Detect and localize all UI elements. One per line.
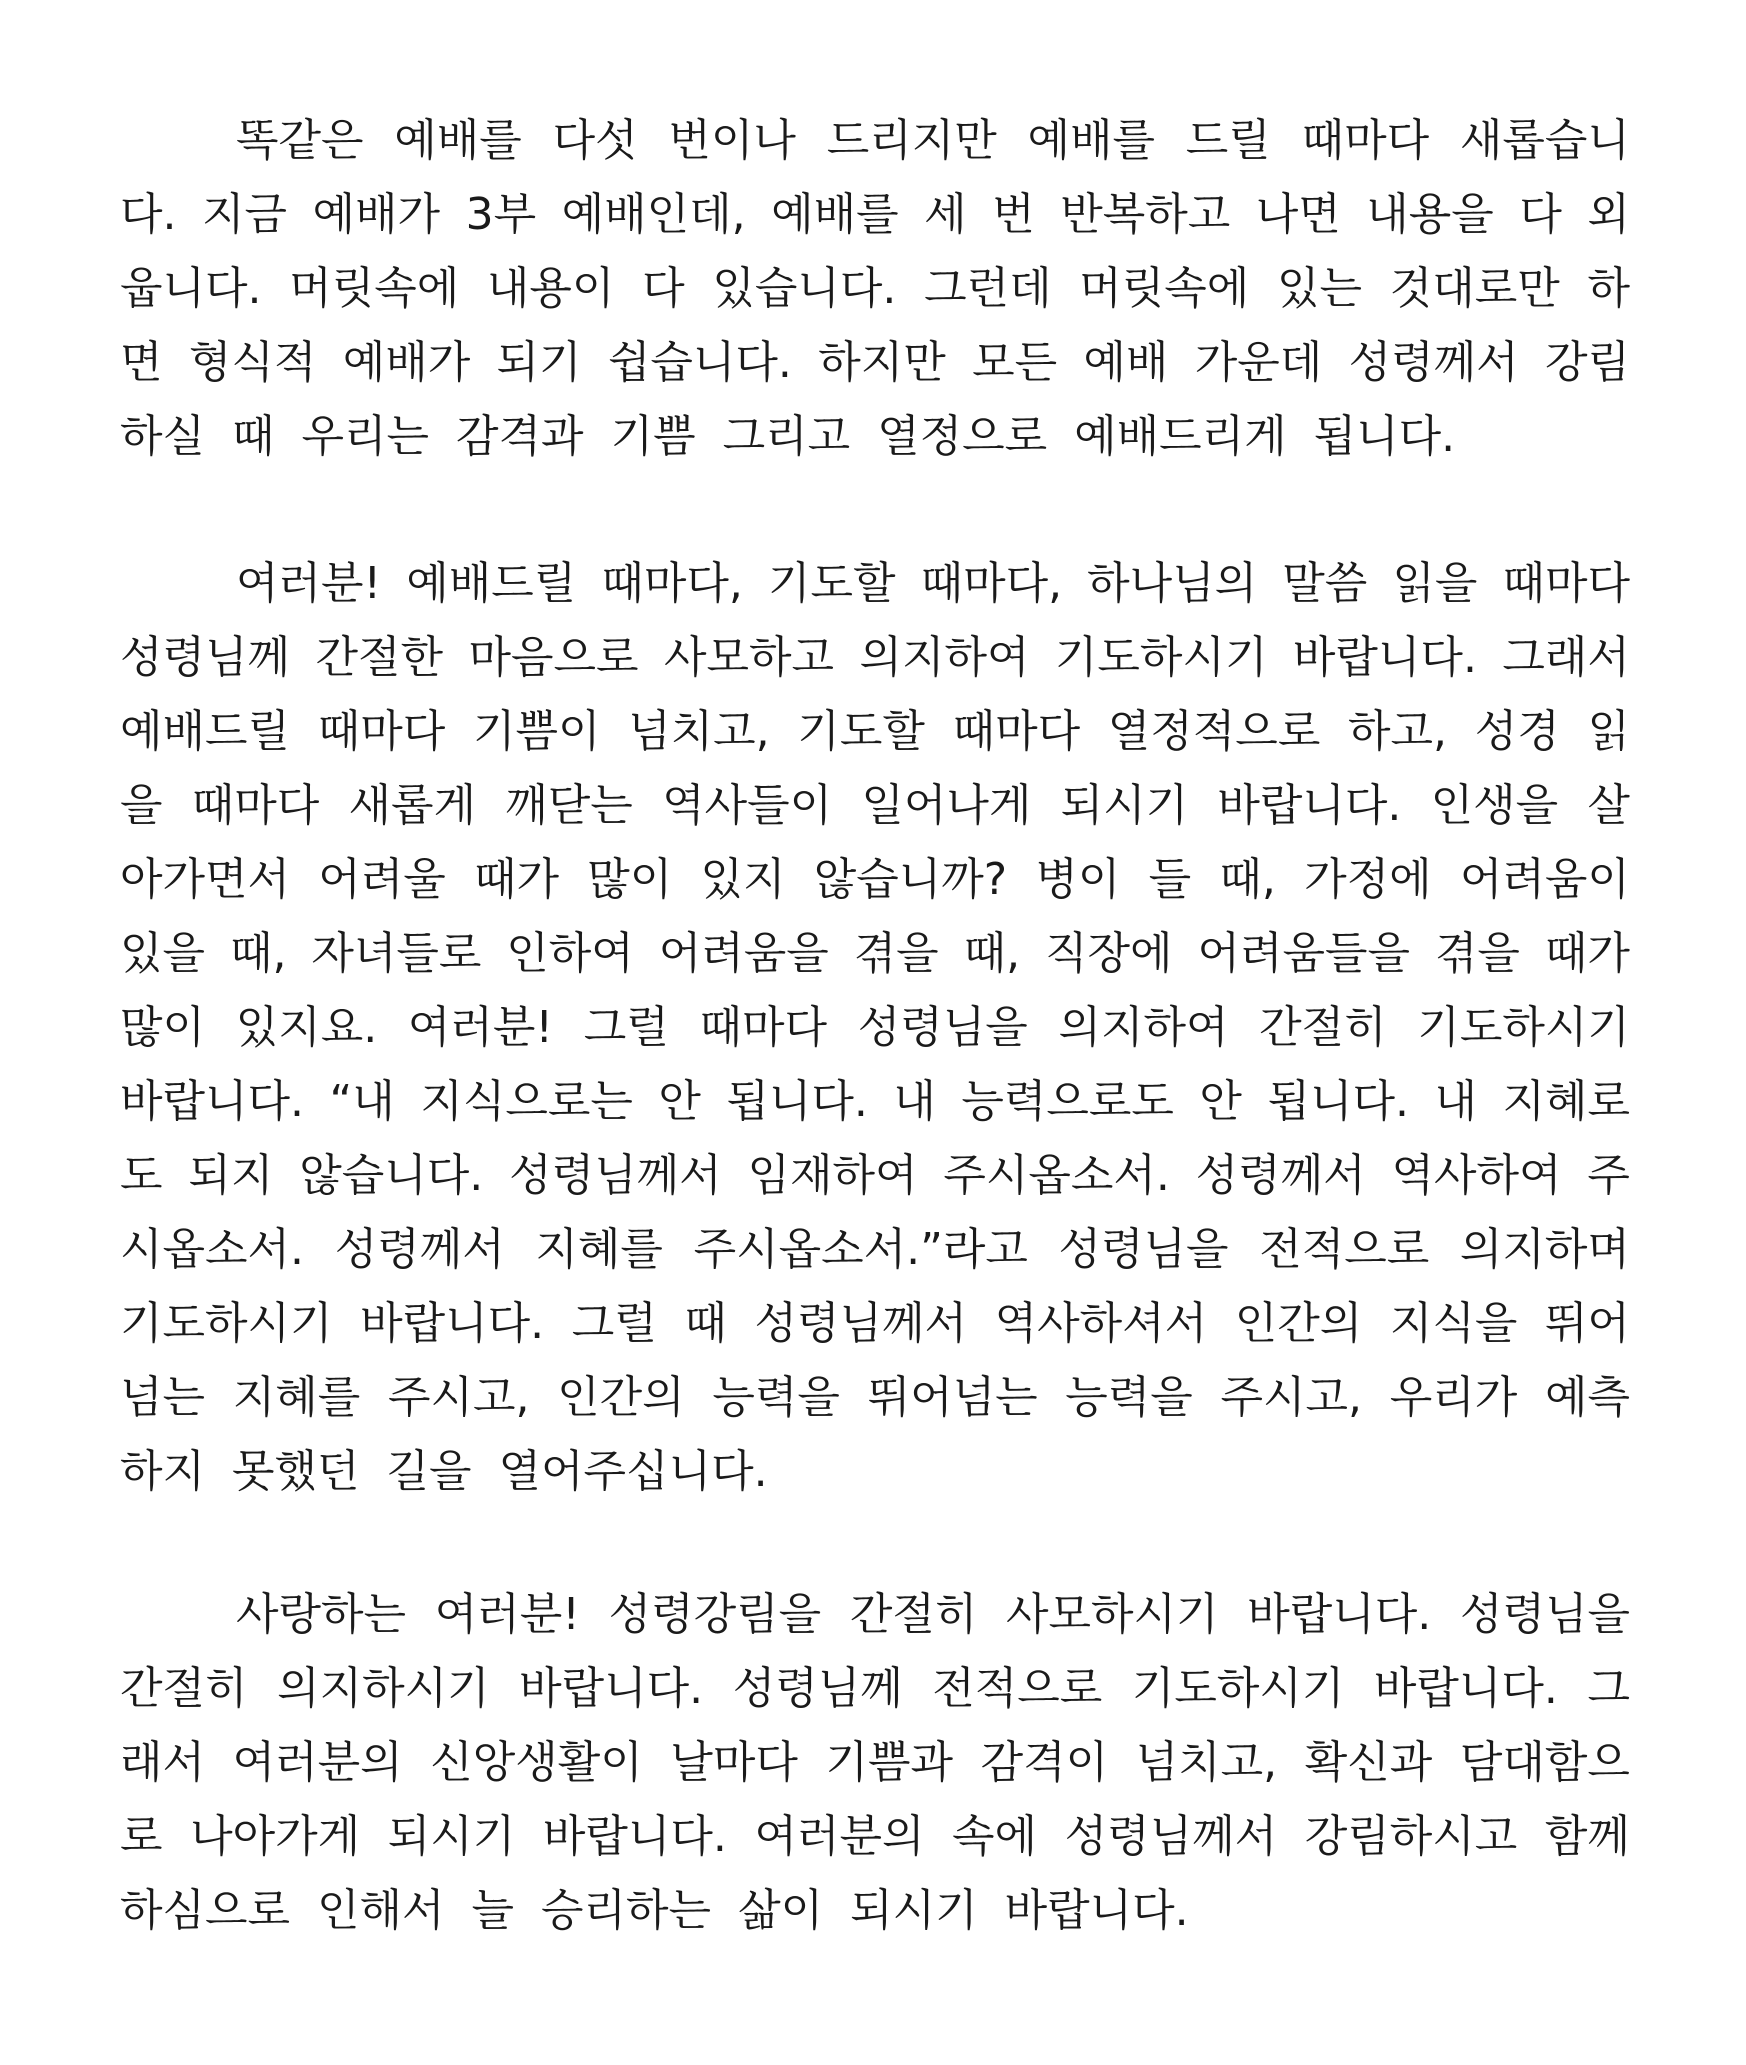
- text-line: 있을 때, 자녀들로 인하여 어려움을 겪을 때, 직장에 어려움들을 겪을 때가: [120, 928, 1630, 979]
- text-line: 하지 못했던 길을 열어주십니다.: [120, 1446, 768, 1497]
- paragraph-3: [120, 1578, 1630, 1948]
- text-line: 래서 여러분의 신앙생활이 날마다 기쁨과 감격이 넘치고, 확신과 담대함으: [120, 1737, 1630, 1788]
- text-line: 간절히 의지하시기 바랍니다. 성령님께 전적으로 기도하시기 바랍니다. 그: [120, 1663, 1630, 1714]
- text-line: 여러분! 예배드릴 때마다, 기도할 때마다, 하나님의 말씀 읽을 때마다: [236, 558, 1630, 609]
- text-line: 하실 때 우리는 감격과 기쁨 그리고 열정으로 예배드리게 됩니다.: [120, 411, 1456, 462]
- text-line: 을 때마다 새롭게 깨닫는 역사들이 일어나게 되시기 바랍니다. 인생을 살: [120, 780, 1630, 831]
- text-line: 아가면서 어려울 때가 많이 있지 않습니까? 병이 들 때, 가정에 어려움이: [120, 854, 1630, 905]
- text-line: 도 되지 않습니다. 성령님께서 임재하여 주시옵소서. 성령께서 역사하여 주: [120, 1150, 1630, 1201]
- text-line: 많이 있지요. 여러분! 그럴 때마다 성령님을 의지하여 간절히 기도하시기: [120, 1002, 1630, 1053]
- text-line: 기도하시기 바랍니다. 그럴 때 성령님께서 역사하셔서 인간의 지식을 뛰어: [120, 1298, 1630, 1349]
- text-line: 넘는 지혜를 주시고, 인간의 능력을 뛰어넘는 능력을 주시고, 우리가 예측: [120, 1372, 1630, 1423]
- text-line: 하심으로 인해서 늘 승리하는 삶이 되시기 바랍니다.: [120, 1885, 1189, 1936]
- text-line: 웁니다. 머릿속에 내용이 다 있습니다. 그런데 머릿속에 있는 것대로만 하: [120, 263, 1630, 314]
- text-line: 시옵소서. 성령께서 지혜를 주시옵소서.”라고 성령님을 전적으로 의지하며: [120, 1224, 1630, 1275]
- text-line: 면 형식적 예배가 되기 쉽습니다. 하지만 모든 예배 가운데 성령께서 강림: [120, 337, 1630, 388]
- text-line: 똑같은 예배를 다섯 번이나 드리지만 예배를 드릴 때마다 새롭습니: [236, 115, 1630, 166]
- paragraph-2: [120, 547, 1630, 1509]
- text-line: 바랍니다. “내 지식으로는 안 됩니다. 내 능력으로도 안 됩니다. 내 지혜로: [120, 1076, 1630, 1127]
- text-line: 로 나아가게 되시기 바랍니다. 여러분의 속에 성령님께서 강림하시고 함께: [120, 1811, 1630, 1862]
- text-line: 예배드릴 때마다 기쁨이 넘치고, 기도할 때마다 열정적으로 하고, 성경 읽: [120, 706, 1630, 757]
- paragraph-1: [120, 104, 1630, 474]
- text-line: 성령님께 간절한 마음으로 사모하고 의지하여 기도하시기 바랍니다. 그래서: [120, 632, 1630, 683]
- text-line: 사랑하는 여러분! 성령강림을 간절히 사모하시기 바랍니다. 성령님을: [236, 1589, 1630, 1640]
- text-line: 다. 지금 예배가 3부 예배인데, 예배를 세 번 반복하고 나면 내용을 다 외: [120, 189, 1630, 240]
